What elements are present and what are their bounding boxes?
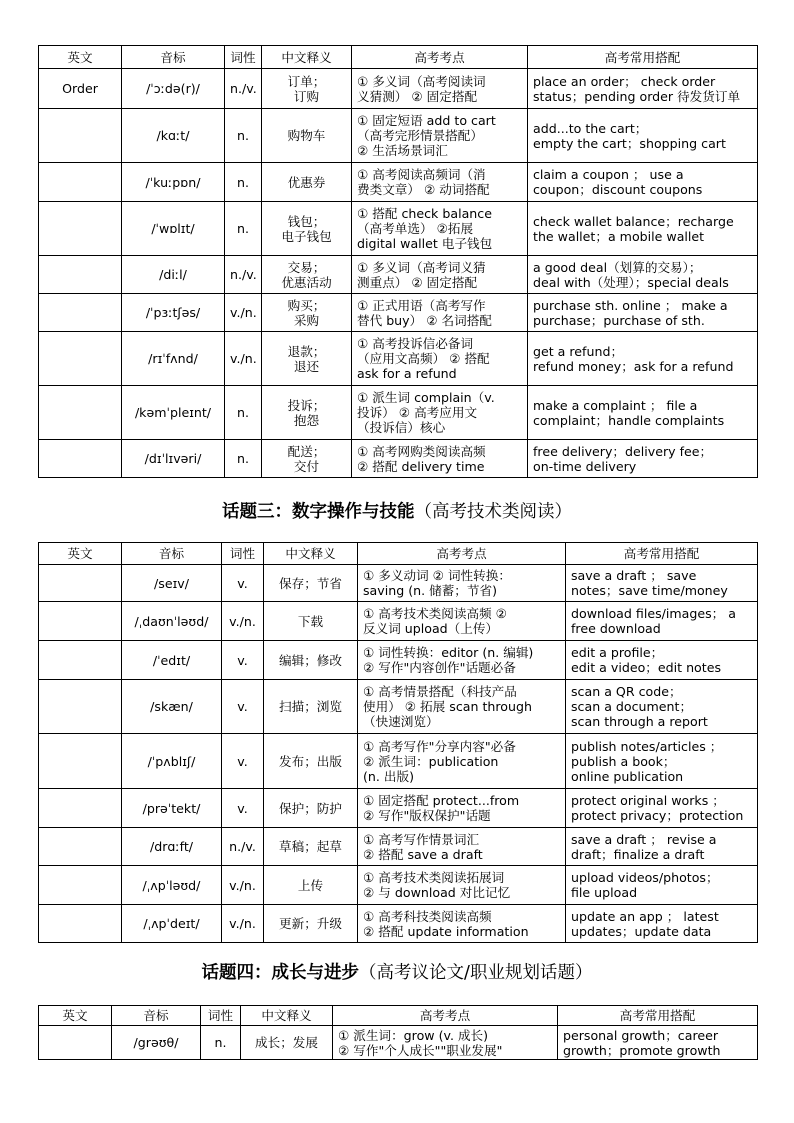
exam-point-cell bbox=[358, 828, 566, 866]
chinese-meaning-line: 保存；节省 bbox=[279, 575, 342, 591]
phonetic-cell: /ˌdaʊnˈləʊd/ bbox=[122, 602, 222, 641]
collocation-line: scan through a report bbox=[571, 714, 708, 729]
collocation-cell bbox=[566, 789, 758, 828]
collocation-cell bbox=[528, 109, 758, 163]
part-of-speech-cell: v. bbox=[222, 789, 264, 828]
english-word-cell bbox=[39, 680, 122, 734]
phonetic-cell: /ˈpʌblɪʃ/ bbox=[122, 734, 222, 789]
collocation-line: on-time delivery bbox=[533, 458, 637, 474]
chinese-meaning-cell bbox=[264, 602, 358, 641]
exam-point-line: digital wallet 电子钱包 bbox=[357, 236, 493, 251]
table-row bbox=[39, 565, 758, 602]
chinese-meaning-cell bbox=[262, 163, 352, 202]
table-row bbox=[39, 789, 758, 828]
english-word-cell bbox=[39, 602, 122, 641]
chinese-meaning-line: 优惠活动 bbox=[281, 274, 332, 290]
collocation-line: edit a video；edit notes bbox=[571, 660, 722, 675]
chinese-meaning-line: 更新；升级 bbox=[279, 916, 342, 931]
chinese-meaning-line: 购买； bbox=[287, 297, 326, 313]
exam-point-line: 反义词 upload（上传） bbox=[363, 621, 499, 636]
part-of-speech-cell: n./v. bbox=[225, 256, 262, 294]
collocation-line: free download bbox=[571, 621, 661, 636]
chinese-meaning-line: 优惠券 bbox=[287, 174, 326, 190]
exam-point-line: （高考完形情景搭配） bbox=[357, 128, 483, 143]
chinese-meaning-line: 订单； bbox=[287, 73, 326, 89]
exam-point-line: ① 多义动词 ② 词性转换： bbox=[363, 568, 511, 583]
chinese-meaning-cell bbox=[264, 565, 358, 602]
header-phonetic: 音标 bbox=[112, 1006, 201, 1026]
exam-point-cell bbox=[358, 680, 566, 734]
exam-point-cell bbox=[352, 440, 528, 478]
table-header-row bbox=[39, 46, 758, 69]
collocation-cell bbox=[566, 828, 758, 866]
exam-point-line: ① 高考科技类阅读高频 bbox=[363, 908, 492, 924]
part-of-speech-cell: n. bbox=[225, 163, 262, 202]
exam-point-line: 替代 buy） ② 名词搭配 bbox=[357, 312, 492, 328]
exam-point-line: ① 高考技术类阅读拓展词 bbox=[363, 870, 505, 885]
exam-point-cell bbox=[352, 202, 528, 256]
chinese-meaning-cell bbox=[262, 294, 352, 332]
part-of-speech-cell: v. bbox=[222, 565, 264, 602]
chinese-meaning-line: 配送； bbox=[287, 443, 326, 459]
table-header-row bbox=[39, 1006, 758, 1026]
phonetic-cell: /ˈkuːpɒn/ bbox=[122, 163, 225, 202]
exam-point-line: （快速浏览） bbox=[363, 714, 439, 729]
exam-point-line: ① 高考写作情景词汇 bbox=[363, 831, 480, 847]
exam-point-line: ① 高考阅读高频词（消 bbox=[357, 167, 486, 182]
phonetic-cell: /ˌʌpˈləʊd/ bbox=[122, 866, 222, 905]
phonetic-cell: /kɑːt/ bbox=[122, 109, 225, 163]
exam-point-cell bbox=[358, 905, 566, 943]
table-row bbox=[39, 734, 758, 789]
table-row bbox=[39, 332, 758, 386]
chinese-meaning-cell bbox=[264, 866, 358, 905]
exam-point-line: ① 派生词 complain（v. bbox=[357, 390, 495, 405]
exam-point-line: ② 派生词：publication bbox=[363, 753, 499, 769]
exam-point-line: 投诉） ② 高考应用文 bbox=[357, 405, 478, 420]
table-row bbox=[39, 680, 758, 734]
chinese-meaning-cell bbox=[264, 828, 358, 866]
section-subtitle-text: （高考议论文/职业规划话题） bbox=[359, 963, 593, 983]
part-of-speech-cell: v./n. bbox=[225, 294, 262, 332]
exam-point-line: ② 搭配 save a draft bbox=[363, 846, 483, 862]
collocation-cell bbox=[528, 294, 758, 332]
table-row bbox=[39, 440, 758, 478]
table-row bbox=[39, 828, 758, 866]
chinese-meaning-line: 购物车 bbox=[287, 128, 326, 143]
exam-point-cell bbox=[333, 1026, 558, 1060]
table-row bbox=[39, 69, 758, 109]
vocab-table-2 bbox=[38, 542, 758, 943]
header-exam-point: 高考考点 bbox=[333, 1006, 558, 1026]
collocation-line: scan a document； bbox=[571, 699, 693, 714]
collocation-line: draft；finalize a draft bbox=[571, 846, 705, 862]
exam-point-line: 义猜测） ② 固定搭配 bbox=[357, 88, 478, 104]
english-word-cell bbox=[39, 565, 122, 602]
chinese-meaning-line: 上传 bbox=[297, 877, 324, 893]
table-row bbox=[39, 1026, 758, 1060]
english-word-cell bbox=[39, 866, 122, 905]
collocation-line: complaint；handle complaints bbox=[533, 412, 725, 428]
chinese-meaning-cell bbox=[262, 202, 352, 256]
exam-point-line: ② 搭配 update information bbox=[363, 923, 529, 939]
collocation-line: get a refund； bbox=[533, 343, 624, 359]
chinese-meaning-line: 保护；防护 bbox=[279, 800, 342, 816]
header-collocation: 高考常用搭配 bbox=[566, 543, 758, 565]
chinese-meaning-line: 成长；发展 bbox=[255, 1035, 318, 1050]
part-of-speech-cell: n. bbox=[225, 202, 262, 256]
chinese-meaning-cell bbox=[264, 680, 358, 734]
chinese-meaning-cell bbox=[262, 256, 352, 294]
header-chinese: 中文释义 bbox=[241, 1006, 333, 1026]
collocation-cell bbox=[566, 641, 758, 680]
table-row bbox=[39, 602, 758, 641]
english-word-cell bbox=[39, 163, 122, 202]
part-of-speech-cell: v. bbox=[222, 641, 264, 680]
part-of-speech-cell: n./v. bbox=[222, 828, 264, 866]
exam-point-line: ① 词性转换：editor (n. 编辑) bbox=[363, 645, 534, 660]
exam-point-line: ② 写作"个人成长""职业发展" bbox=[338, 1042, 503, 1058]
table-row bbox=[39, 163, 758, 202]
collocation-line: online publication bbox=[571, 768, 684, 784]
chinese-meaning-line: 交易； bbox=[287, 259, 326, 275]
exam-point-line: ① 固定短语 add to cart bbox=[357, 113, 496, 128]
chinese-meaning-line: 采购 bbox=[293, 312, 320, 328]
phonetic-cell: /ˈedɪt/ bbox=[122, 641, 222, 680]
collocation-cell bbox=[566, 565, 758, 602]
table-row bbox=[39, 905, 758, 943]
collocation-line: personal growth；career bbox=[563, 1027, 719, 1043]
chinese-meaning-cell bbox=[264, 789, 358, 828]
english-word-cell: Order bbox=[39, 69, 122, 109]
section-title-topic-4 bbox=[0, 961, 794, 985]
chinese-meaning-cell bbox=[262, 109, 352, 163]
table-row bbox=[39, 866, 758, 905]
phonetic-cell: /ˈwɒlɪt/ bbox=[122, 202, 225, 256]
part-of-speech-cell: n. bbox=[225, 109, 262, 163]
english-word-cell bbox=[39, 440, 122, 478]
chinese-meaning-line: 订购 bbox=[293, 88, 320, 104]
collocation-cell bbox=[528, 440, 758, 478]
chinese-meaning-cell bbox=[264, 734, 358, 789]
collocation-cell bbox=[566, 905, 758, 943]
phonetic-cell: /skæn/ bbox=[122, 680, 222, 734]
collocation-line: protect original works ； bbox=[571, 793, 725, 808]
table-row bbox=[39, 386, 758, 440]
collocation-line: make a complaint ； file a bbox=[533, 397, 698, 413]
collocation-line: upload videos/photos； bbox=[571, 870, 719, 885]
collocation-cell bbox=[528, 332, 758, 386]
header-collocation: 高考常用搭配 bbox=[528, 46, 758, 69]
chinese-meaning-line: 扫描；浏览 bbox=[279, 699, 342, 714]
exam-point-line: ② 写作"版权保护"话题 bbox=[363, 808, 491, 823]
exam-point-line: ① 高考技术类阅读高频 ② bbox=[363, 606, 507, 621]
collocation-line: claim a coupon ； use a bbox=[533, 167, 684, 182]
english-word-cell bbox=[39, 294, 122, 332]
collocation-line: file upload bbox=[571, 885, 638, 900]
collocation-line: free delivery；delivery fee； bbox=[533, 443, 713, 459]
header-pos: 词性 bbox=[222, 543, 264, 565]
header-exam-point: 高考考点 bbox=[352, 46, 528, 69]
collocation-cell bbox=[528, 163, 758, 202]
exam-point-line: ② 写作"内容创作"话题必备 bbox=[363, 660, 516, 675]
exam-point-cell bbox=[352, 69, 528, 109]
collocation-line: a good deal（划算的交易）； bbox=[533, 259, 702, 275]
exam-point-line: （应用文高频） ② 搭配 bbox=[357, 351, 490, 366]
chinese-meaning-line: 抱怨 bbox=[293, 412, 320, 428]
exam-point-cell bbox=[358, 734, 566, 789]
exam-point-cell bbox=[358, 866, 566, 905]
english-word-cell bbox=[39, 109, 122, 163]
exam-point-line: ② 与 download 对比记忆 bbox=[363, 885, 511, 900]
exam-point-cell bbox=[352, 256, 528, 294]
phonetic-cell: /prəˈtekt/ bbox=[122, 789, 222, 828]
exam-point-line: ② 生活场景词汇 bbox=[357, 143, 448, 158]
exam-point-line: ① 高考情景搭配（科技产品 bbox=[363, 684, 517, 699]
header-chinese: 中文释义 bbox=[264, 543, 358, 565]
part-of-speech-cell: v./n. bbox=[222, 602, 264, 641]
collocation-line: coupon；discount coupons bbox=[533, 182, 703, 197]
header-phonetic: 音标 bbox=[122, 46, 225, 69]
chinese-meaning-cell bbox=[262, 440, 352, 478]
collocation-line: the wallet；a mobile wallet bbox=[533, 228, 705, 244]
header-chinese: 中文释义 bbox=[262, 46, 352, 69]
exam-point-line: ① 高考写作"分享内容"必备 bbox=[363, 738, 516, 754]
exam-point-cell bbox=[358, 789, 566, 828]
header-english: 英文 bbox=[39, 1006, 112, 1026]
exam-point-cell bbox=[352, 163, 528, 202]
chinese-meaning-line: 钱包； bbox=[287, 213, 326, 229]
collocation-line: updates；update data bbox=[571, 923, 712, 939]
collocation-line: growth；promote growth bbox=[563, 1042, 721, 1058]
collocation-cell bbox=[566, 734, 758, 789]
exam-point-cell bbox=[352, 386, 528, 440]
header-english: 英文 bbox=[39, 543, 122, 565]
exam-point-line: （高考单选） ②拓展 bbox=[357, 221, 474, 236]
collocation-cell bbox=[566, 866, 758, 905]
collocation-line: status；pending order 待发货订单 bbox=[533, 88, 741, 104]
table-row bbox=[39, 202, 758, 256]
collocation-line: download files/images； a bbox=[571, 606, 736, 621]
exam-point-line: ① 搭配 check balance bbox=[357, 206, 492, 221]
exam-point-line: (n. 出版) bbox=[363, 768, 415, 784]
section-title-topic-3 bbox=[0, 500, 794, 524]
header-pos: 词性 bbox=[201, 1006, 241, 1026]
chinese-meaning-cell bbox=[262, 386, 352, 440]
english-word-cell bbox=[39, 1026, 112, 1060]
phonetic-cell: /rɪˈfʌnd/ bbox=[122, 332, 225, 386]
part-of-speech-cell: v. bbox=[222, 680, 264, 734]
english-word-cell bbox=[39, 641, 122, 680]
collocation-line: update an app ； latest bbox=[571, 908, 719, 924]
collocation-cell bbox=[528, 386, 758, 440]
phonetic-cell: /ˈpɜːtʃəs/ bbox=[122, 294, 225, 332]
chinese-meaning-cell bbox=[262, 69, 352, 109]
exam-point-cell bbox=[358, 602, 566, 641]
vocab-table-3 bbox=[38, 1005, 758, 1060]
header-exam-point: 高考考点 bbox=[358, 543, 566, 565]
collocation-line: edit a profile； bbox=[571, 645, 664, 660]
exam-point-line: ② 搭配 delivery time bbox=[357, 458, 485, 474]
collocation-line: refund money；ask for a refund bbox=[533, 358, 734, 374]
chinese-meaning-line: 退还 bbox=[293, 358, 320, 374]
exam-point-cell bbox=[352, 332, 528, 386]
english-word-cell bbox=[39, 905, 122, 943]
section-title-text: 话题四：成长与进步 bbox=[201, 963, 360, 983]
chinese-meaning-line: 投诉； bbox=[287, 397, 326, 413]
exam-point-line: 使用） ② 拓展 scan through bbox=[363, 699, 532, 714]
chinese-meaning-cell bbox=[262, 332, 352, 386]
header-phonetic: 音标 bbox=[122, 543, 222, 565]
english-word-cell bbox=[39, 386, 122, 440]
exam-point-cell bbox=[352, 294, 528, 332]
collocation-line: publish a book； bbox=[571, 753, 676, 769]
collocation-line: save a draft ； save bbox=[571, 568, 697, 583]
exam-point-cell bbox=[358, 641, 566, 680]
phonetic-cell: /ˈɔːdə(r)/ bbox=[122, 69, 225, 109]
english-word-cell bbox=[39, 332, 122, 386]
collocation-line: empty the cart；shopping cart bbox=[533, 135, 726, 151]
chinese-meaning-cell bbox=[241, 1026, 333, 1060]
table-row bbox=[39, 256, 758, 294]
part-of-speech-cell: v./n. bbox=[225, 332, 262, 386]
phonetic-cell: /seɪv/ bbox=[122, 565, 222, 602]
collocation-line: place an order； check order bbox=[533, 73, 716, 89]
chinese-meaning-line: 电子钱包 bbox=[281, 228, 332, 244]
part-of-speech-cell: n./v. bbox=[225, 69, 262, 109]
exam-point-line: ① 多义词（高考阅读词 bbox=[357, 73, 486, 89]
header-english: 英文 bbox=[39, 46, 122, 69]
part-of-speech-cell: v. bbox=[222, 734, 264, 789]
collocation-line: protect privacy；protection bbox=[571, 808, 744, 823]
vocab-table-1 bbox=[38, 45, 758, 478]
phonetic-cell: /ˌʌpˈdeɪt/ bbox=[122, 905, 222, 943]
phonetic-cell: /drɑːft/ bbox=[122, 828, 222, 866]
section-subtitle-text: （高考技术类阅读） bbox=[414, 502, 572, 522]
exam-point-line: ① 固定搭配 protect...from bbox=[363, 793, 520, 808]
collocation-cell bbox=[566, 602, 758, 641]
table-row bbox=[39, 294, 758, 332]
collocation-line: scan a QR code； bbox=[571, 684, 682, 699]
exam-point-line: ① 正式用语（高考写作 bbox=[357, 297, 486, 313]
part-of-speech-cell: n. bbox=[225, 386, 262, 440]
part-of-speech-cell: n. bbox=[225, 440, 262, 478]
exam-point-line: ① 派生词：grow (v. 成长) bbox=[338, 1027, 489, 1043]
english-word-cell bbox=[39, 789, 122, 828]
chinese-meaning-cell bbox=[264, 905, 358, 943]
collocation-line: notes；save time/money bbox=[571, 583, 728, 598]
exam-point-cell bbox=[358, 565, 566, 602]
collocation-line: save a draft ； revise a bbox=[571, 831, 717, 847]
collocation-line: publish notes/articles ； bbox=[571, 738, 723, 754]
exam-point-line: 费类文章） ② 动词搭配 bbox=[357, 182, 490, 197]
chinese-meaning-line: 退款； bbox=[287, 343, 326, 359]
exam-point-line: 测重点） ② 固定搭配 bbox=[357, 274, 478, 290]
phonetic-cell: /dɪˈlɪvəri/ bbox=[122, 440, 225, 478]
chinese-meaning-line: 草稿；起草 bbox=[279, 839, 342, 854]
table-header-row bbox=[39, 543, 758, 565]
exam-point-line: saving (n. 储蓄；节省) bbox=[363, 583, 497, 598]
chinese-meaning-line: 下载 bbox=[297, 613, 324, 629]
header-pos: 词性 bbox=[225, 46, 262, 69]
chinese-meaning-line: 交付 bbox=[293, 458, 320, 474]
english-word-cell bbox=[39, 256, 122, 294]
phonetic-cell: /grəʊθ/ bbox=[112, 1026, 201, 1060]
collocation-cell bbox=[566, 680, 758, 734]
collocation-line: purchase sth. online ； make a bbox=[533, 297, 728, 313]
collocation-cell bbox=[558, 1026, 758, 1060]
part-of-speech-cell: n. bbox=[201, 1026, 241, 1060]
header-collocation: 高考常用搭配 bbox=[558, 1006, 758, 1026]
chinese-meaning-cell bbox=[264, 641, 358, 680]
exam-point-line: ① 高考网购类阅读高频 bbox=[357, 443, 486, 459]
phonetic-cell: /diːl/ bbox=[122, 256, 225, 294]
collocation-cell bbox=[528, 256, 758, 294]
table-row bbox=[39, 109, 758, 163]
collocation-line: purchase；purchase of sth. bbox=[533, 312, 705, 328]
section-title-text: 话题三：数字操作与技能 bbox=[222, 502, 415, 522]
collocation-line: check wallet balance；recharge bbox=[533, 213, 734, 229]
english-word-cell bbox=[39, 828, 122, 866]
part-of-speech-cell: v./n. bbox=[222, 866, 264, 905]
collocation-cell bbox=[528, 202, 758, 256]
collocation-line: deal with（处理）；special deals bbox=[533, 274, 729, 290]
part-of-speech-cell: v./n. bbox=[222, 905, 264, 943]
exam-point-line: ① 多义词（高考词义猜 bbox=[357, 259, 486, 275]
english-word-cell bbox=[39, 202, 122, 256]
exam-point-line: （投诉信）核心 bbox=[357, 420, 446, 435]
chinese-meaning-line: 发布；出版 bbox=[279, 753, 342, 769]
chinese-meaning-line: 编辑；修改 bbox=[279, 652, 342, 668]
exam-point-cell bbox=[352, 109, 528, 163]
collocation-line: add...to the cart； bbox=[533, 120, 648, 136]
table-row bbox=[39, 641, 758, 680]
collocation-cell bbox=[528, 69, 758, 109]
phonetic-cell: /kəmˈpleɪnt/ bbox=[122, 386, 225, 440]
exam-point-line: ① 高考投诉信必备词 bbox=[357, 336, 474, 351]
exam-point-line: ask for a refund bbox=[357, 366, 457, 381]
english-word-cell bbox=[39, 734, 122, 789]
